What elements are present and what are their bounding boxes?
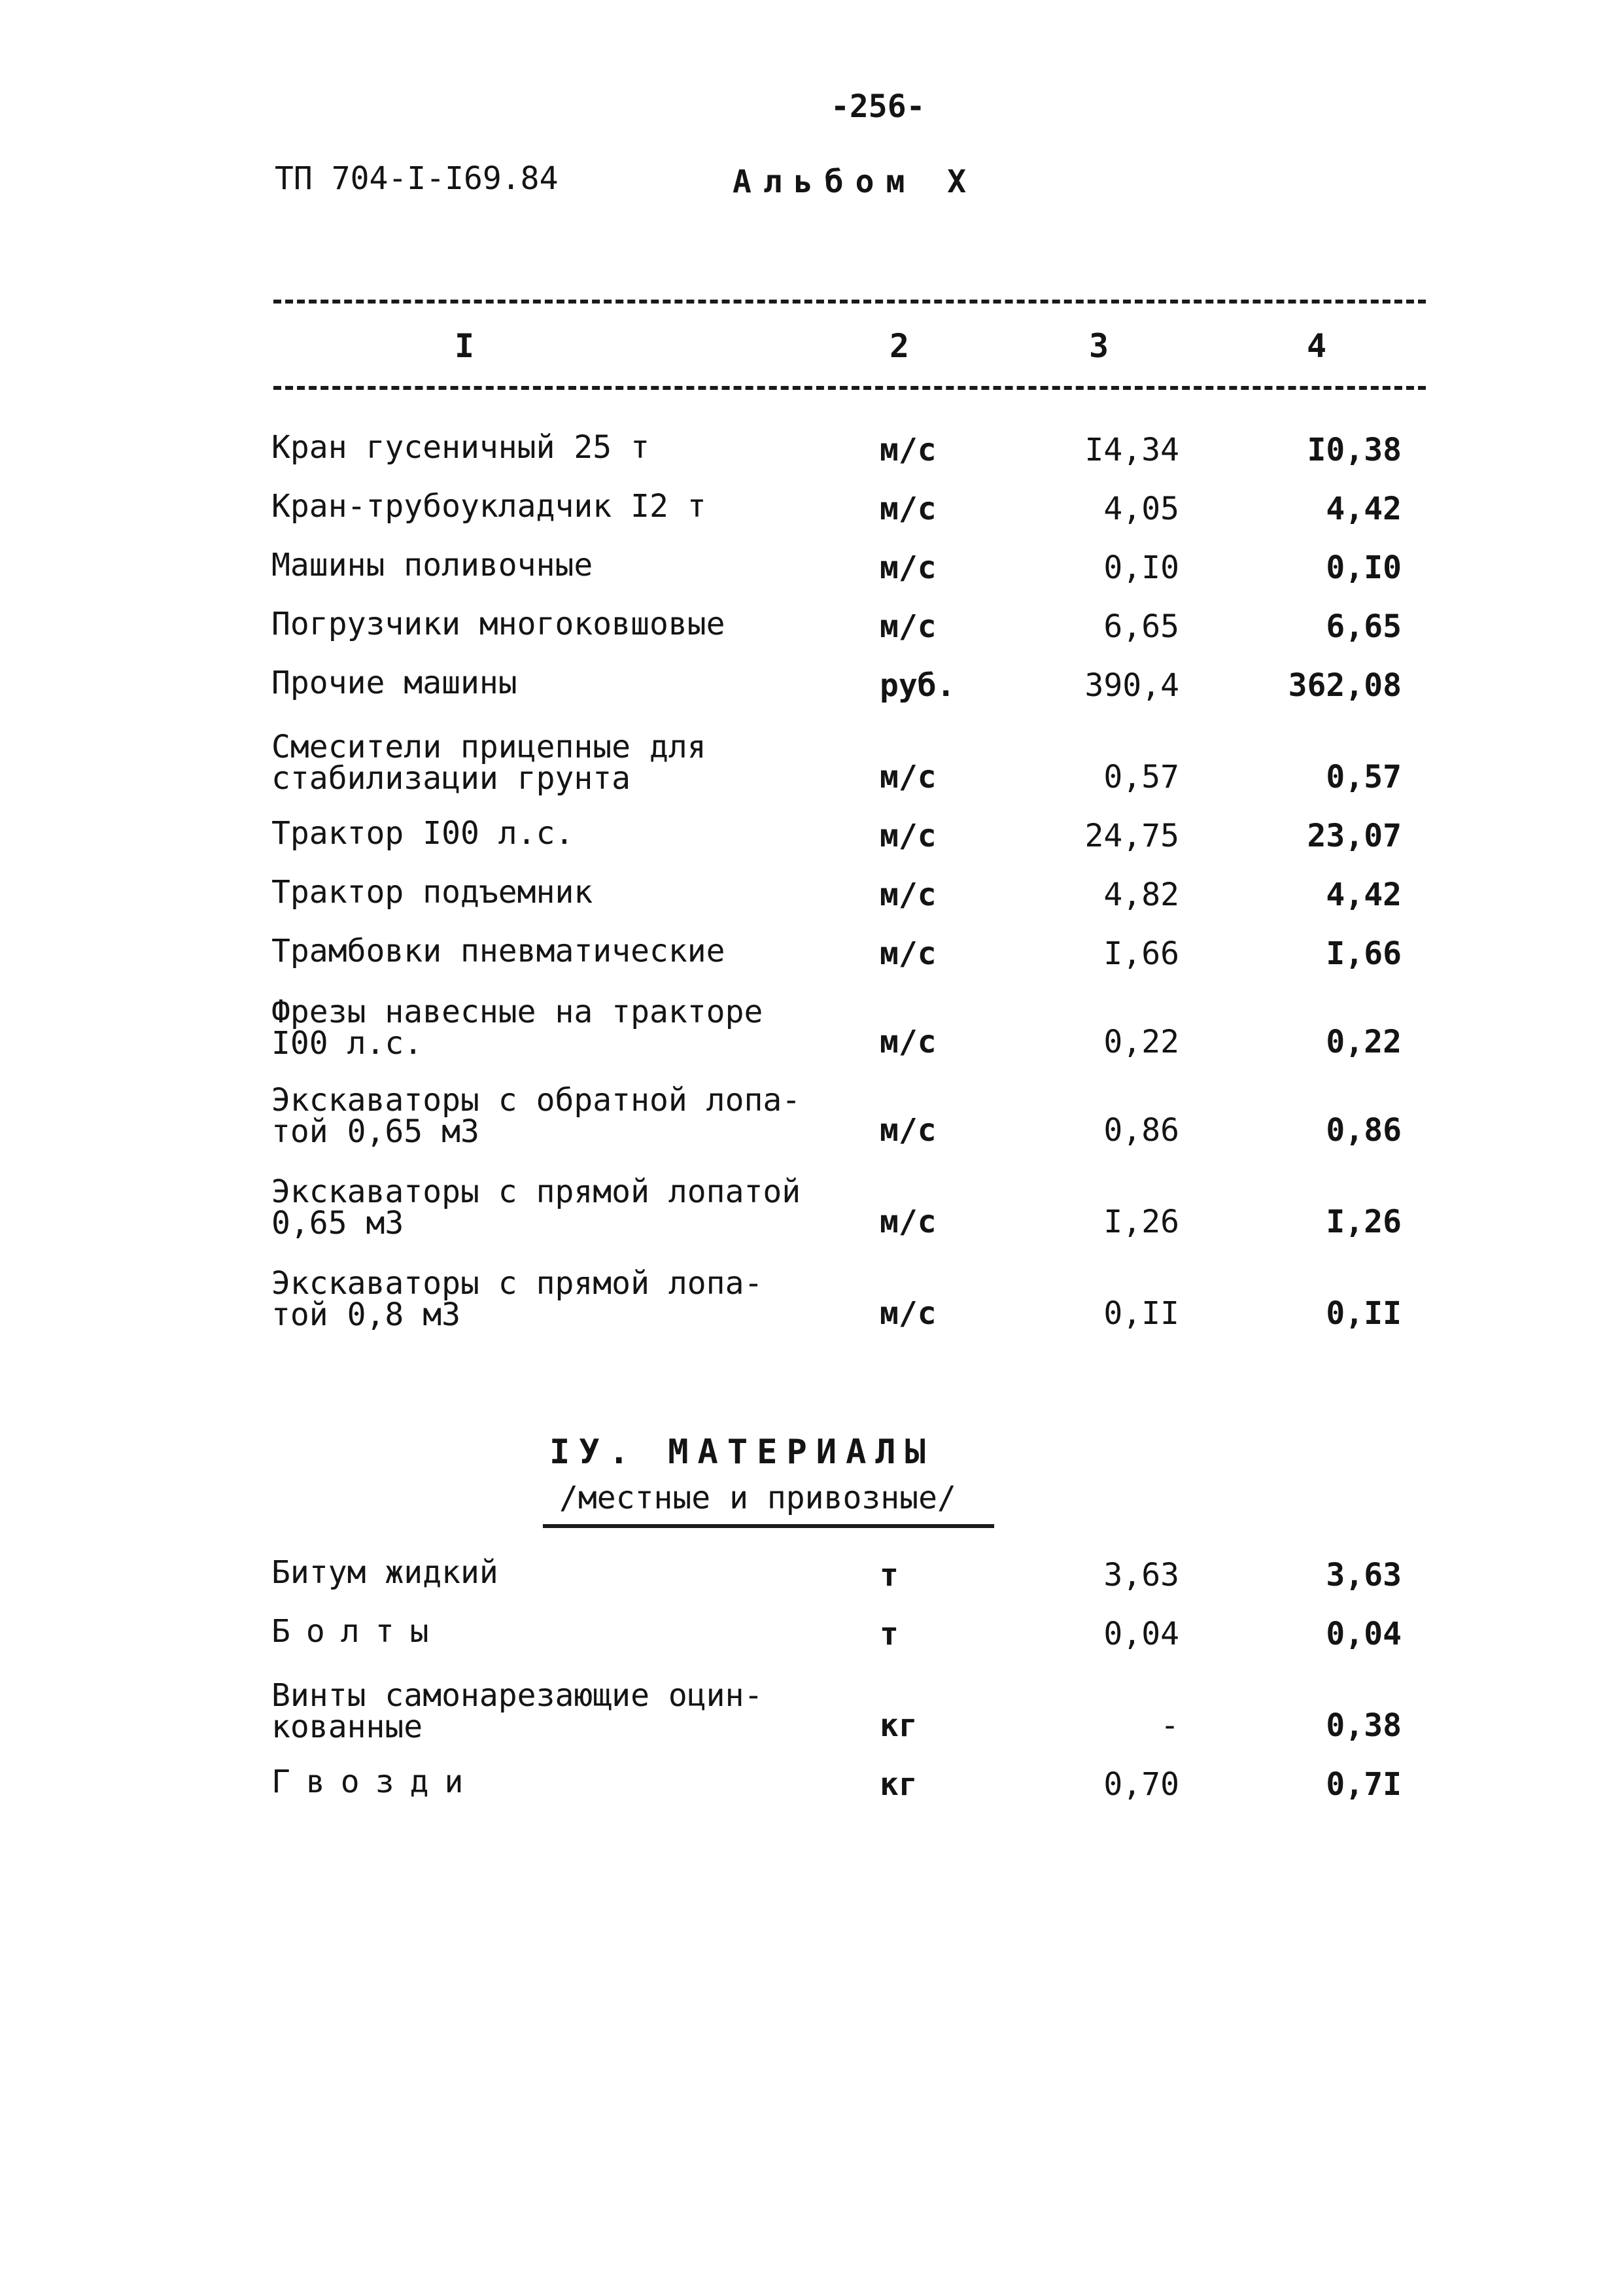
item-value-col4: I,26 (1326, 1204, 1402, 1240)
item-name-line: Смесители прицепные для (271, 729, 706, 765)
item-name (271, 667, 517, 699)
item-value-col3: 0,70 (1103, 1766, 1179, 1803)
item-name-line: стабилизации грунта (271, 760, 631, 797)
item-name-line: Винты самонарезающие оцин- (271, 1677, 763, 1714)
item-name-line: Кран гусеничный 25 т (271, 429, 649, 466)
item-value-col4: 0,22 (1326, 1024, 1402, 1060)
item-name-line: Битум жидкий (271, 1554, 498, 1591)
document-code: ТП 704-I-I69.84 (275, 160, 559, 197)
item-unit: м/с (880, 1024, 937, 1060)
item-unit: м/с (880, 759, 937, 795)
item-name-line: I00 л.с. (271, 1025, 423, 1062)
item-value-col3: 4,05 (1103, 491, 1179, 527)
item-value-col3: 4,82 (1103, 877, 1179, 913)
item-value-col4: 0,57 (1326, 759, 1402, 795)
item-value-col4: I,66 (1326, 935, 1402, 972)
item-unit: кг (880, 1707, 918, 1744)
item-name-line: Экскаваторы с обратной лопа- (271, 1082, 801, 1119)
album-label: Альбом X (733, 164, 978, 200)
item-name (271, 1082, 801, 1150)
item-unit: м/с (880, 935, 937, 972)
column-header-1: I (455, 327, 475, 365)
item-name (271, 429, 649, 466)
item-name-line: Болты (271, 1613, 445, 1650)
item-unit: т (880, 1557, 899, 1593)
page-number: -256- (831, 88, 925, 125)
column-header-4: 4 (1307, 327, 1327, 365)
item-value-col3: 0,04 (1103, 1616, 1179, 1652)
item-value-col4: I0,38 (1307, 432, 1402, 468)
item-name (271, 994, 763, 1062)
item-value-col4: 0,04 (1326, 1616, 1402, 1652)
section-subtitle: /местные и привозные/ (559, 1480, 956, 1516)
item-value-col3: 0,86 (1103, 1112, 1179, 1149)
item-unit: м/с (880, 491, 937, 527)
item-name-line: той 0,8 м3 (271, 1296, 460, 1333)
item-name-line: Экскаваторы с прямой лопатой (271, 1174, 801, 1210)
column-header-2: 2 (890, 327, 910, 365)
item-value-col3: 6,65 (1103, 608, 1179, 645)
item-unit: м/с (880, 608, 937, 645)
item-name-line: той 0,65 м3 (271, 1113, 479, 1150)
item-name (271, 1265, 763, 1333)
item-name-line: Машины поливочные (271, 547, 593, 583)
item-value-col4: 0,I0 (1326, 549, 1402, 586)
item-value-col3: I,66 (1103, 935, 1179, 972)
item-value-col4: 6,65 (1326, 608, 1402, 645)
item-unit: м/с (880, 877, 937, 913)
item-name (271, 874, 593, 911)
item-name (271, 1613, 445, 1650)
item-name (271, 488, 706, 525)
item-name-line: Трактор подъемник (271, 874, 593, 911)
item-value-col3: I4,34 (1084, 432, 1179, 468)
item-value-col4: 0,38 (1326, 1707, 1402, 1744)
item-name-line: кованные (271, 1709, 423, 1745)
table-top-rule (273, 300, 1426, 304)
item-value-col3: 3,63 (1103, 1557, 1179, 1593)
item-name-line: Экскаваторы с прямой лопа- (271, 1265, 763, 1302)
item-name-line: Погрузчики многоковшовые (271, 606, 725, 642)
item-value-col3: I,26 (1103, 1204, 1179, 1240)
section-title: IУ. МАТЕРИАЛЫ (549, 1433, 935, 1472)
item-unit: м/с (880, 549, 937, 586)
item-value-col4: 3,63 (1326, 1557, 1402, 1593)
item-unit: т (880, 1616, 899, 1652)
column-header-3: 3 (1089, 327, 1109, 365)
item-unit: м/с (880, 1204, 937, 1240)
section-underline (543, 1524, 994, 1528)
item-unit: м/с (880, 818, 937, 854)
item-value-col4: 4,42 (1326, 491, 1402, 527)
item-unit: руб. (880, 667, 956, 704)
item-name-line: Трактор I00 л.с. (271, 815, 574, 852)
item-value-col3: 24,75 (1084, 818, 1179, 854)
item-name (271, 608, 725, 640)
item-unit: м/с (880, 432, 937, 468)
item-unit: кг (880, 1766, 918, 1803)
item-name (271, 935, 725, 967)
item-value-col4: 362,08 (1288, 667, 1402, 704)
item-name (271, 1554, 498, 1591)
item-unit: м/с (880, 1112, 937, 1149)
item-value-col3: 390,4 (1084, 667, 1179, 704)
item-value-col3: 0,I0 (1103, 549, 1179, 586)
item-name (271, 1677, 763, 1745)
item-value-col4: 23,07 (1307, 818, 1402, 854)
item-name-line: 0,65 м3 (271, 1205, 404, 1242)
item-value-col3: 0,57 (1103, 759, 1179, 795)
item-name-line: Фрезы навесные на тракторе (271, 994, 763, 1030)
item-value-col3: 0,II (1103, 1295, 1179, 1332)
item-name (271, 549, 593, 581)
item-name-line: Прочие машины (271, 665, 517, 701)
item-name-line: Гвозди (271, 1764, 479, 1800)
header-bottom-rule (273, 386, 1426, 390)
item-unit: м/с (880, 1295, 937, 1332)
item-value-col3: 0,22 (1103, 1024, 1179, 1060)
item-value-col4: 0,II (1326, 1295, 1402, 1332)
item-value-col4: 0,7I (1326, 1766, 1402, 1803)
item-name (271, 815, 574, 852)
item-value-col4: 0,86 (1326, 1112, 1402, 1149)
item-name-line: Трамбовки пневматические (271, 933, 725, 969)
item-name (271, 1174, 801, 1242)
item-name-line: Кран-трубоукладчик I2 т (271, 488, 706, 525)
item-name (271, 729, 706, 797)
item-value-col3: - (1160, 1707, 1179, 1744)
item-value-col4: 4,42 (1326, 877, 1402, 913)
item-name (271, 1766, 479, 1798)
